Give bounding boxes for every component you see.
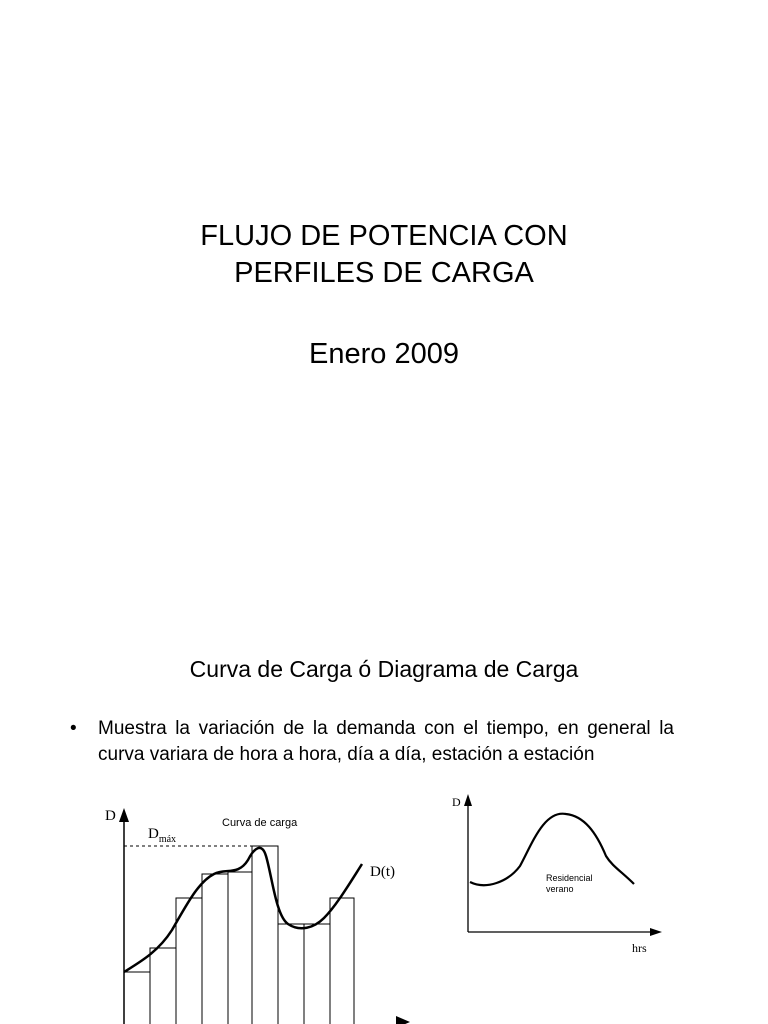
slide1-date: Enero 2009	[309, 338, 459, 370]
bar	[278, 924, 304, 1024]
residential-caption-2: verano	[546, 884, 574, 894]
dmax-label: $D_{máx}$	[148, 826, 177, 845]
title-line-1: FLUJO DE POTENCIA CON	[200, 220, 568, 252]
slide1-title	[0, 218, 768, 292]
y-axis-arrow	[119, 808, 129, 822]
bar	[252, 846, 278, 1024]
demand-curve	[124, 848, 362, 972]
x-axis-arrow	[650, 928, 662, 936]
bullet-text: Muestra la variación de la demanda con el tiempo, en general la curva variara de hora a hora, día a día, estación a estación	[98, 718, 674, 765]
bar	[202, 874, 228, 1024]
slide2-subtitle: Curva de Carga ó Diagrama de Carga	[189, 656, 579, 682]
bar	[330, 898, 354, 1024]
curve-caption: Curva de carga	[222, 817, 298, 829]
x-axis-arrow	[396, 1016, 410, 1024]
residential-caption-1: Residencial	[546, 873, 593, 883]
y-axis-label: D	[105, 808, 116, 824]
bar	[150, 948, 176, 1024]
title-line-2: PERFILES DE CARGA	[234, 257, 534, 289]
load-curve-diagram	[100, 800, 420, 1024]
bullet-item	[70, 716, 674, 768]
bar	[228, 872, 252, 1024]
bar	[124, 972, 150, 1024]
step-bars	[124, 846, 354, 1024]
y-axis-label: D	[452, 795, 461, 809]
curve-label: D(t)	[370, 864, 395, 880]
x-axis-label: hrs	[632, 941, 647, 955]
bullet-glyph: •	[70, 718, 77, 739]
residential-curve-diagram	[440, 786, 680, 966]
y-axis-arrow	[464, 794, 472, 806]
bar	[304, 924, 330, 1024]
